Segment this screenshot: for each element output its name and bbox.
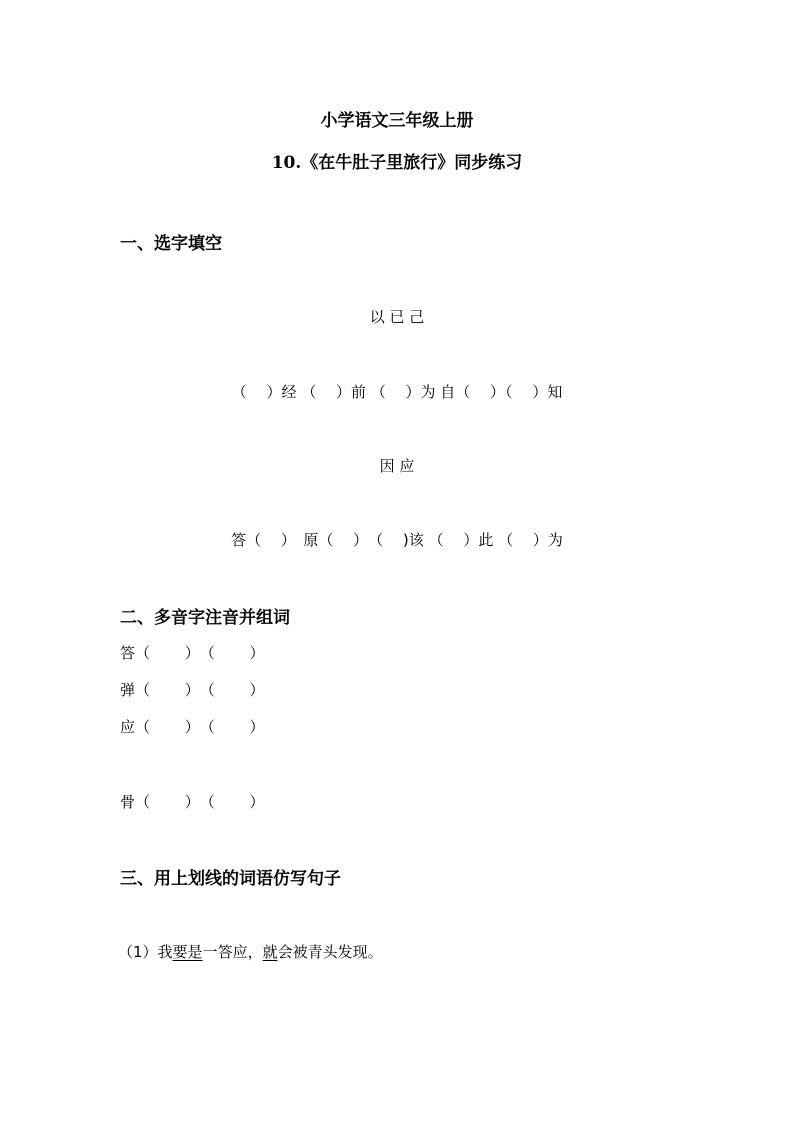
underlined-word-yaoshi: 要是 — [172, 943, 203, 961]
document-subtitle: 10.《在牛肚子里旅行》同步练习 — [271, 153, 523, 173]
question-1-suffix: 会被青头发现。 — [277, 943, 383, 961]
fill-blank-row-1: （ ）经 （ ）前 （ ）为 自（ ）（ ）知 — [231, 383, 563, 401]
character-group-1: 以 已 己 — [369, 308, 425, 326]
polyphone-item-da: 答（ ） （ ） — [120, 644, 265, 662]
document-title: 小学语文三年级上册 — [320, 111, 474, 131]
fill-blank-row-2: 答（ ） 原（ ） （ )该 （ ）此 （ ）为 — [231, 531, 563, 549]
section-1-heading: 一、选字填空 — [120, 234, 222, 254]
polyphone-item-gu: 骨（ ） （ ） — [120, 793, 265, 811]
underlined-word-jiu: 就 — [262, 943, 278, 961]
section-3-heading: 三、用上划线的词语仿写句子 — [120, 869, 341, 889]
question-1-middle: 一答应， — [202, 943, 263, 961]
character-group-2: 因 应 — [379, 457, 415, 475]
section-2-heading: 二、多音字注音并组词 — [120, 608, 290, 628]
sentence-question-1 — [118, 941, 383, 962]
polyphone-item-dan: 弹（ ） （ ） — [120, 681, 265, 699]
question-1-prefix: （1）我 — [118, 943, 173, 961]
polyphone-item-ying: 应（ ） （ ） — [120, 718, 265, 736]
